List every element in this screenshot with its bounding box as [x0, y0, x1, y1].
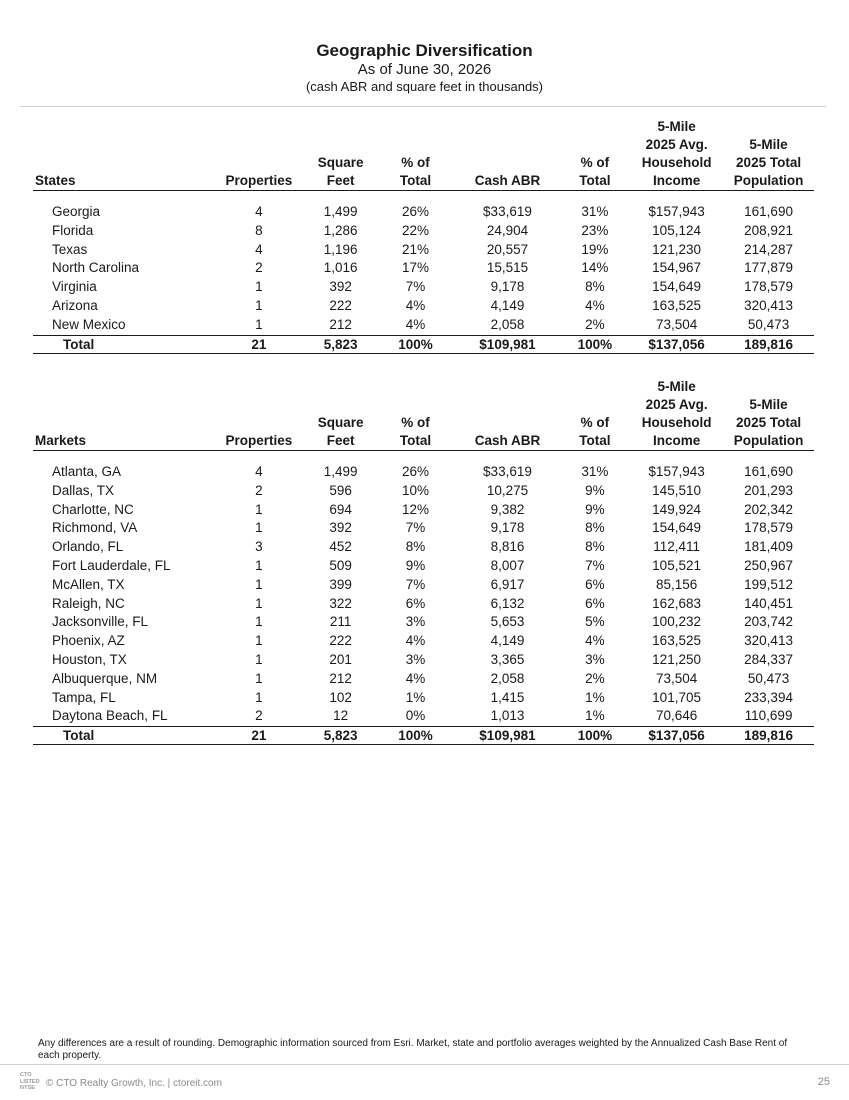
table-cell: 2 — [255, 708, 263, 724]
col-properties: Properties — [212, 118, 305, 191]
table-cell: 177,879 — [744, 260, 793, 276]
table-cell: 1 — [255, 316, 263, 332]
row-label: Charlotte, NC — [52, 501, 134, 517]
page-subtitle-date: As of June 30, 2026 — [357, 61, 492, 78]
markets-table-row — [33, 707, 814, 726]
table-cell: 163,525 — [652, 633, 701, 649]
table-cell: 4,149 — [490, 297, 525, 313]
table-cell: 7% — [405, 279, 426, 295]
table-cell: 250,967 — [744, 557, 793, 573]
row-label: Phoenix, AZ — [52, 633, 125, 649]
table-cell: 202,342 — [744, 501, 793, 517]
table-cell: 3% — [405, 651, 426, 667]
row-label: Virginia — [52, 279, 97, 295]
table-cell: 145,510 — [652, 482, 701, 498]
col-cash-abr: Cash ABR — [455, 378, 559, 451]
row-label: Atlanta, GA — [52, 464, 122, 479]
table-cell: 1 — [255, 689, 263, 705]
markets-table-row — [33, 651, 814, 670]
row-label: New Mexico — [52, 316, 126, 332]
table-cell: 1% — [585, 689, 605, 705]
states-table-row — [33, 297, 814, 316]
table-cell: 1 — [255, 279, 263, 295]
states-table-row — [33, 203, 814, 222]
table-cell: 222 — [329, 297, 352, 313]
table-cell: 50,473 — [747, 316, 790, 332]
table-cell: 6% — [585, 595, 605, 611]
table-cell: 21% — [402, 241, 430, 257]
col-pct-sqft: % of Total — [376, 378, 455, 451]
states-table-row — [33, 278, 814, 297]
table-cell: 100% — [376, 727, 455, 745]
table-cell: 121,250 — [652, 651, 701, 667]
row-label: Raleigh, NC — [52, 595, 125, 611]
table-cell: 149,924 — [652, 501, 701, 517]
table-cell: 509 — [329, 557, 352, 573]
table-cell: 26% — [402, 204, 430, 219]
states-col-name: States — [33, 118, 212, 191]
table-cell: 5% — [585, 614, 605, 630]
table-cell: 7% — [405, 520, 426, 536]
markets-table-row — [33, 689, 814, 708]
states-header-row — [33, 118, 814, 191]
table-cell: 284,337 — [744, 651, 793, 667]
table-cell: 452 — [329, 539, 352, 555]
row-label: North Carolina — [52, 260, 140, 276]
table-cell: 181,409 — [744, 539, 793, 555]
table-cell: 214,287 — [744, 241, 793, 257]
table-cell: 102 — [329, 689, 352, 705]
table-cell: 12% — [402, 501, 430, 517]
table-cell: 105,521 — [652, 557, 701, 573]
table-cell: 15,515 — [486, 260, 529, 276]
row-label: McAllen, TX — [52, 576, 125, 592]
markets-table-row — [33, 613, 814, 632]
table-cell: 392 — [329, 279, 352, 295]
table-cell: 392 — [329, 520, 352, 536]
table-cell: 1% — [405, 689, 426, 705]
table-cell: $33,619 — [483, 204, 532, 219]
row-label: Florida — [52, 222, 94, 238]
table-cell: 100% — [376, 335, 455, 353]
row-label: Jacksonville, FL — [52, 614, 149, 630]
row-label: Richmond, VA — [52, 520, 138, 536]
table-cell: 212 — [329, 316, 352, 332]
col-square-feet: Square Feet — [305, 118, 375, 191]
table-cell: 5,653 — [490, 614, 525, 630]
markets-table-row — [33, 632, 814, 651]
table-cell: 21 — [212, 335, 305, 353]
table-cell: 1,499 — [323, 204, 358, 219]
table-cell: 4 — [255, 241, 263, 257]
table-cell: 17% — [402, 260, 430, 276]
footnote: Any differences are a result of rounding. Demographic information sourced from Esri. Market, state and portfolio averages weighted by the Annualized Cash Base Rent of each property. — [38, 1038, 788, 1061]
table-cell: 50,473 — [747, 670, 790, 686]
table-cell: 1 — [255, 651, 263, 667]
table-cell: 8% — [585, 520, 605, 536]
table-cell: $109,981 — [455, 335, 559, 353]
col-properties: Properties — [212, 378, 305, 451]
table-cell: 73,504 — [655, 316, 698, 332]
row-label: Houston, TX — [52, 651, 127, 667]
table-cell: 3 — [255, 539, 263, 555]
table-cell: $137,056 — [630, 727, 723, 745]
row-label: Georgia — [52, 204, 101, 219]
table-cell: 6,917 — [490, 576, 525, 592]
table-cell: 4% — [405, 670, 426, 686]
table-cell: 6,132 — [490, 595, 525, 611]
table-cell: 208,921 — [744, 222, 793, 238]
markets-table-row — [33, 557, 814, 576]
table-cell: 22% — [402, 222, 430, 238]
table-cell: 4% — [405, 297, 426, 313]
table-cell: 2% — [585, 316, 605, 332]
table-cell: 203,742 — [744, 614, 793, 630]
table-cell: 4% — [585, 633, 605, 649]
table-cell: 1,286 — [323, 222, 358, 238]
table-cell: 1% — [585, 708, 605, 724]
table-cell: 161,690 — [744, 464, 793, 479]
table-cell: 7% — [405, 576, 426, 592]
page-number: 25 — [817, 1076, 830, 1088]
table-cell: 154,649 — [652, 279, 701, 295]
table-cell: 9% — [585, 482, 605, 498]
table-cell: 9,178 — [490, 520, 525, 536]
markets-table-row — [33, 670, 814, 689]
table-cell: 140,451 — [744, 595, 793, 611]
table-cell: 9% — [585, 501, 605, 517]
table-cell: 1 — [255, 595, 263, 611]
table-cell: 1 — [255, 520, 263, 536]
table-cell: 154,967 — [652, 260, 701, 276]
table-cell: 596 — [329, 482, 352, 498]
table-cell: 320,413 — [744, 297, 793, 313]
table-cell: 5,823 — [305, 727, 375, 745]
table-cell: 12 — [333, 708, 349, 724]
table-cell: $109,981 — [455, 727, 559, 745]
row-label: Dallas, TX — [52, 482, 115, 498]
table-cell: 3,365 — [490, 651, 525, 667]
table-cell: 694 — [329, 501, 352, 517]
markets-table-row — [33, 482, 814, 501]
table-cell: 8% — [585, 539, 605, 555]
table-cell: 222 — [329, 633, 352, 649]
table-cell: 199,512 — [744, 576, 793, 592]
col-pct-abr: % of Total — [560, 118, 630, 191]
table-cell: 1,415 — [490, 689, 525, 705]
states-table — [33, 118, 814, 354]
col-household-income: 5-Mile 2025 Avg. Household Income — [630, 378, 723, 451]
table-cell: 4% — [405, 633, 426, 649]
table-cell: 163,525 — [652, 297, 701, 313]
table-cell: 2,058 — [490, 670, 525, 686]
table-cell: 31% — [581, 464, 609, 479]
table-cell: $157,943 — [648, 464, 705, 479]
table-cell: 154,649 — [652, 520, 701, 536]
table-cell: 21 — [212, 727, 305, 745]
table-cell: 24,904 — [486, 222, 529, 238]
table-cell: 8% — [585, 279, 605, 295]
table-cell: 162,683 — [652, 595, 701, 611]
page-title: Geographic Diversification — [316, 41, 533, 60]
table-cell: 4 — [255, 464, 263, 479]
table-cell: 100% — [560, 335, 630, 353]
table-cell: 14% — [581, 260, 609, 276]
row-label: Orlando, FL — [52, 539, 124, 555]
markets-table-row — [33, 463, 814, 482]
table-cell: 6% — [405, 595, 426, 611]
copyright-text: © CTO Realty Growth, Inc. | ctoreit.com — [46, 1078, 222, 1089]
table-cell: 9,382 — [490, 501, 525, 517]
table-cell: 4% — [405, 316, 426, 332]
table-cell: 1 — [255, 576, 263, 592]
table-cell: 19% — [581, 241, 609, 257]
table-cell: $33,619 — [483, 464, 532, 479]
table-cell: $157,943 — [648, 204, 705, 219]
table-cell: 1 — [255, 670, 263, 686]
markets-table-row — [33, 519, 814, 538]
table-cell: 320,413 — [744, 633, 793, 649]
table-cell: 212 — [329, 670, 352, 686]
table-cell: 4,149 — [490, 633, 525, 649]
table-cell: 3% — [405, 614, 426, 630]
table-cell: 31% — [581, 204, 609, 219]
table-cell: 0% — [405, 708, 426, 724]
table-cell: 6% — [585, 576, 605, 592]
table-cell: 26% — [402, 464, 430, 479]
col-cash-abr: Cash ABR — [455, 118, 559, 191]
table-cell: 189,816 — [723, 727, 814, 745]
table-cell: 1,013 — [490, 708, 525, 724]
table-cell: 105,124 — [652, 222, 701, 238]
table-cell: 201,293 — [744, 482, 793, 498]
table-cell: 10,275 — [486, 482, 529, 498]
markets-table-row — [33, 595, 814, 614]
row-label: Arizona — [52, 297, 98, 313]
row-label: Total — [33, 335, 212, 353]
markets-col-name: Markets — [33, 378, 212, 451]
table-cell: 8,007 — [490, 557, 525, 573]
table-cell: 100,232 — [652, 614, 701, 630]
table-cell: 20,557 — [486, 241, 529, 257]
table-cell: 161,690 — [744, 204, 793, 219]
table-cell: 2,058 — [490, 316, 525, 332]
page-header — [0, 40, 849, 95]
markets-table-row — [33, 576, 814, 595]
header-divider — [20, 106, 826, 107]
row-label: Texas — [52, 241, 88, 257]
states-total-row — [33, 335, 814, 353]
table-cell: 2% — [585, 670, 605, 686]
table-cell: $137,056 — [630, 335, 723, 353]
table-cell: 8 — [255, 222, 263, 238]
table-cell: 8% — [405, 539, 426, 555]
states-table-row — [33, 316, 814, 335]
col-pct-abr: % of Total — [560, 378, 630, 451]
markets-table — [33, 378, 814, 745]
table-cell: 233,394 — [744, 689, 793, 705]
table-cell: 70,646 — [655, 708, 698, 724]
row-label: Tampa, FL — [52, 689, 116, 705]
markets-table-row — [33, 538, 814, 557]
row-label: Fort Lauderdale, FL — [52, 557, 171, 573]
table-cell: 1 — [255, 501, 263, 517]
table-cell: 7% — [585, 557, 605, 573]
table-cell: 9% — [405, 557, 426, 573]
table-cell: 4% — [585, 297, 605, 313]
markets-total-row — [33, 727, 814, 745]
col-population: 5-Mile 2025 Total Population — [723, 118, 814, 191]
table-cell: 1 — [255, 614, 263, 630]
table-cell: 101,705 — [652, 689, 701, 705]
table-cell: 1 — [255, 557, 263, 573]
table-cell: 2 — [255, 260, 263, 276]
states-table-row — [33, 259, 814, 278]
table-cell: 3% — [585, 651, 605, 667]
table-cell: 1,016 — [323, 260, 358, 276]
states-table-row — [33, 222, 814, 241]
page-subtitle-units: (cash ABR and square feet in thousands) — [305, 79, 544, 94]
page-footer — [20, 1070, 830, 1096]
table-cell: 1 — [255, 633, 263, 649]
table-cell: 73,504 — [655, 670, 698, 686]
table-cell: 121,230 — [652, 241, 701, 257]
table-cell: 399 — [329, 576, 352, 592]
table-cell: 211 — [329, 614, 352, 630]
table-cell: 112,411 — [653, 539, 700, 555]
col-population: 5-Mile 2025 Total Population — [723, 378, 814, 451]
table-cell: 9,178 — [490, 279, 525, 295]
table-cell: 8,816 — [490, 539, 525, 555]
table-cell: 10% — [402, 482, 430, 498]
col-square-feet: Square Feet — [305, 378, 375, 451]
table-cell: 178,579 — [744, 279, 793, 295]
footer-divider — [0, 1064, 849, 1065]
table-cell: 23% — [581, 222, 609, 238]
markets-table-row — [33, 501, 814, 520]
table-cell: 2 — [255, 482, 263, 498]
table-cell: 201 — [329, 651, 352, 667]
cto-nyse-logo: CTO LISTED NYSE — [20, 1072, 40, 1091]
table-cell: 1,499 — [323, 464, 358, 479]
table-cell: 5,823 — [305, 335, 375, 353]
states-table-row — [33, 241, 814, 260]
table-cell: 100% — [560, 727, 630, 745]
row-label: Albuquerque, NM — [52, 670, 158, 686]
table-cell: 1,196 — [323, 241, 358, 257]
table-cell: 85,156 — [655, 576, 698, 592]
col-pct-sqft: % of Total — [376, 118, 455, 191]
table-cell: 178,579 — [744, 520, 793, 536]
col-household-income: 5-Mile 2025 Avg. Household Income — [630, 118, 723, 191]
table-cell: 322 — [329, 595, 352, 611]
table-cell: 110,699 — [744, 708, 793, 724]
row-label: Total — [33, 727, 212, 745]
markets-header-row — [33, 378, 814, 451]
table-cell: 1 — [255, 297, 263, 313]
table-cell: 189,816 — [723, 335, 814, 353]
row-label: Daytona Beach, FL — [52, 708, 168, 724]
table-cell: 4 — [255, 204, 263, 219]
